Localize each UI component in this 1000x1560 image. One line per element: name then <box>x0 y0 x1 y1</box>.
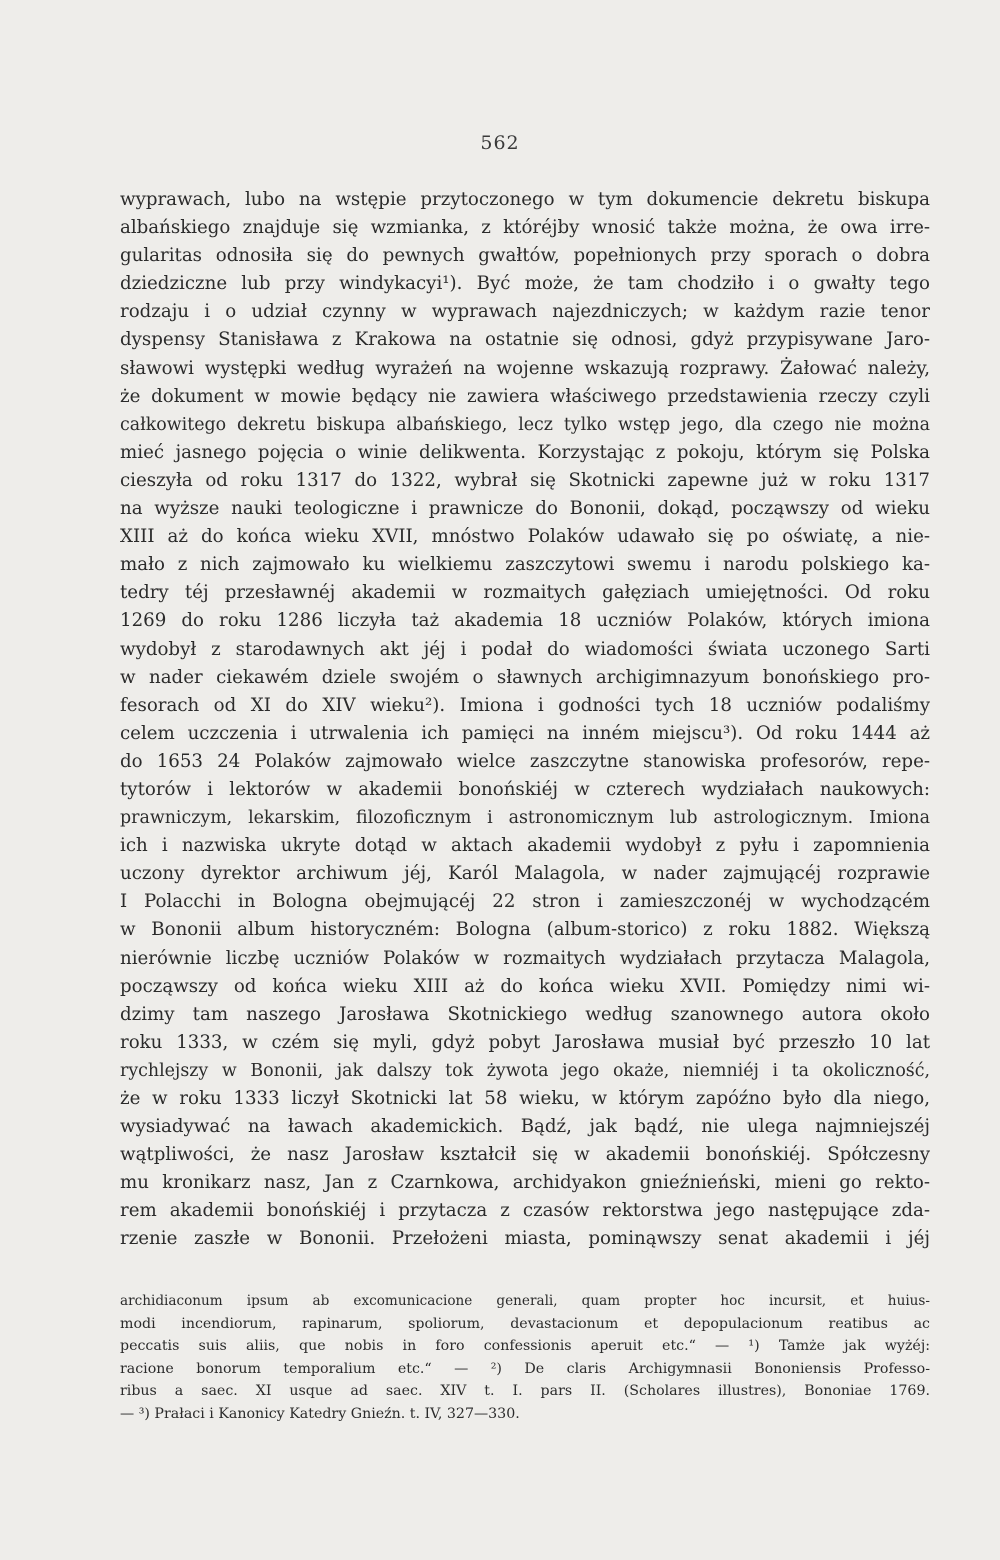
footnote-line: ribus a saec. XI usque ad saec. XIV t. I. pars II. (Scholares illustres), Bononiae 1769. <box>120 1383 930 1400</box>
body-line: 1269 do roku 1286 liczyła taż akademia 18 uczniów Polaków, których imiona <box>120 610 930 632</box>
body-line: I Polacchi in Bologna obejmującéj 22 stron i zamieszczonéj w wychodzącém <box>120 891 930 913</box>
body-line: wątpliwości, że nasz Jarosław kształcił się w akademii bonońskiéj. Spółczesny <box>120 1144 930 1166</box>
footnote-line: archidiaconum ipsum ab excomunicacione generali, quam propter hoc incursit, et huius- <box>120 1293 930 1309</box>
footnotes <box>120 1290 930 1426</box>
body-line: dziedziczne lub przy windykacyi¹). Być może, że tam chodziło i o gwałty tego <box>120 273 930 295</box>
footnote-line: peccatis suis aliis, que nobis in foro confessionis aperuit etc.“ — ¹) Tamże jak wyżéj: <box>120 1338 930 1355</box>
body-text <box>120 186 930 1254</box>
body-line: w Bononii album historyczném: Bologna (album-storico) z roku 1882. Większą <box>120 919 930 941</box>
body-line: w nader ciekawém dziele swojém o sławnych archigimnazyum bonońskiego pro- <box>120 666 930 688</box>
body-line: XIII aż do końca wieku XVII, mnóstwo Polaków udawało się po oświatę, a nie- <box>120 526 930 548</box>
body-line: wyprawach, lubo na wstępie przytoczonego w tym dokumencie dekretu biskupa <box>120 189 930 210</box>
body-line: nierównie liczbę uczniów Polaków w rozmaitych wydziałach przytacza Malagola, <box>120 947 930 969</box>
body-line: albańskiego znajduje się wzmianka, z któréjby wnosić także można, że owa irre- <box>120 217 930 239</box>
body-line: na wyższe nauki teologiczne i prawnicze do Bononii, dokąd, począwszy od wieku <box>120 498 930 520</box>
body-line: rzenie zaszłe w Bononii. Przełożeni miasta, pominąwszy senat akademii i jéj <box>120 1228 930 1250</box>
body-line: celem uczczenia i utrwalenia ich pamięci na inném miejscu³). Od roku 1444 aż <box>120 722 930 744</box>
body-line: całkowitego dekretu biskupa albańskiego, lecz tylko wstęp jego, dla czego nie można <box>120 414 930 435</box>
body-line: rodzaju i o udział czynny w wyprawach najezdniczych; w każdym razie tenor <box>120 301 930 323</box>
body-line: tedry téj przesławnéj akademii w rozmaitych gałęziach umiejętności. Od roku <box>120 582 930 604</box>
body-line: rem akademii bonońskiéj i przytacza z czasów rektorstwa jego następujące zda- <box>120 1200 930 1222</box>
body-line: że dokument w mowie będący nie zawiera właściwego przedstawienia rzeczy czyli <box>120 385 930 407</box>
body-line: fesorach od XI do XIV wieku²). Imiona i godności tych 18 uczniów podaliśmy <box>120 694 930 716</box>
body-line: tytorów i lektorów w akademii bonońskiéj w czterech wydziałach naukowych: <box>120 778 930 800</box>
body-line: roku 1333, w czém się myli, gdyż pobyt Jarosława musiał być przeszło 10 lat <box>120 1031 930 1053</box>
footnote-line: modi incendiorum, rapinarum, spoliorum, devastacionum et depopulacionum reatibus ac <box>120 1315 930 1332</box>
page-number: 562 <box>480 132 520 154</box>
body-line: uczony dyrektor archiwum jéj, Karól Malagola, w nader zajmującéj rozprawie <box>120 863 930 885</box>
body-line: mało z nich zajmowało ku wielkiemu zaszczytowi swemu i narodu polskiego ka- <box>120 554 930 576</box>
body-line: cieszyła od roku 1317 do 1322, wybrał się Skotnicki zapewne już w roku 1317 <box>120 469 930 491</box>
body-line: wydobył z starodawnych akt jéj i podał do wiadomości świata uczonego Sarti <box>120 638 930 660</box>
body-line: gularitas odnosiła się do pewnych gwałtów, popełnionych przy sporach o dobra <box>120 245 930 267</box>
footnote-line: racione bonorum temporalium etc.“ — ²) De claris Archigymnasii Bononiensis Professo- <box>120 1360 930 1377</box>
body-line: sławowi występki według wyrażeń na wojenne wskazują rozprawy. Żałować należy, <box>120 357 930 379</box>
body-line: do 1653 24 Polaków zajmowało wielce zaszczytne stanowiska profesorów, repe- <box>120 750 930 772</box>
footnote-line: — ³) Prałaci i Kanonicy Katedry Gnieźn. t. IV, 327—330. <box>120 1405 520 1422</box>
body-line: ich i nazwiska ukryte dotąd w aktach akademii wydobył z pyłu i zapomnienia <box>120 835 930 857</box>
body-line: prawniczym, lekarskim, filozoficznym i astronomicznym lub astrologicznym. Imiona <box>120 808 930 829</box>
body-line: począwszy od końca wieku XIII aż do końca wieku XVII. Pomiędzy nimi wi- <box>120 975 930 997</box>
body-line: dzimy tam naszego Jarosława Skotnickiego według szanownego autora około <box>120 1003 930 1025</box>
body-line: że w roku 1333 liczył Skotnicki lat 58 wieku, w którym zapóźno było dla niego, <box>120 1088 930 1109</box>
body-line: rychlejszy w Bononii, jak dalszy tok żywota jego okaże, niemniéj i ta okoliczność, <box>120 1060 930 1081</box>
body-line: wysiadywać na ławach akademickich. Bądź, jak bądź, nie ulega najmniejszéj <box>120 1116 930 1138</box>
body-line: dyspensy Stanisława z Krakowa na ostatnie się odnosi, gdyż przypisywane Jaro- <box>120 329 930 351</box>
body-line: mu kronikarz nasz, Jan z Czarnkowa, archidyakon gnieźnieński, mieni go rekto- <box>120 1172 930 1194</box>
body-line: mieć jasnego pojęcia o winie delikwenta. Korzystając z pokoju, którym się Polska <box>120 441 930 463</box>
